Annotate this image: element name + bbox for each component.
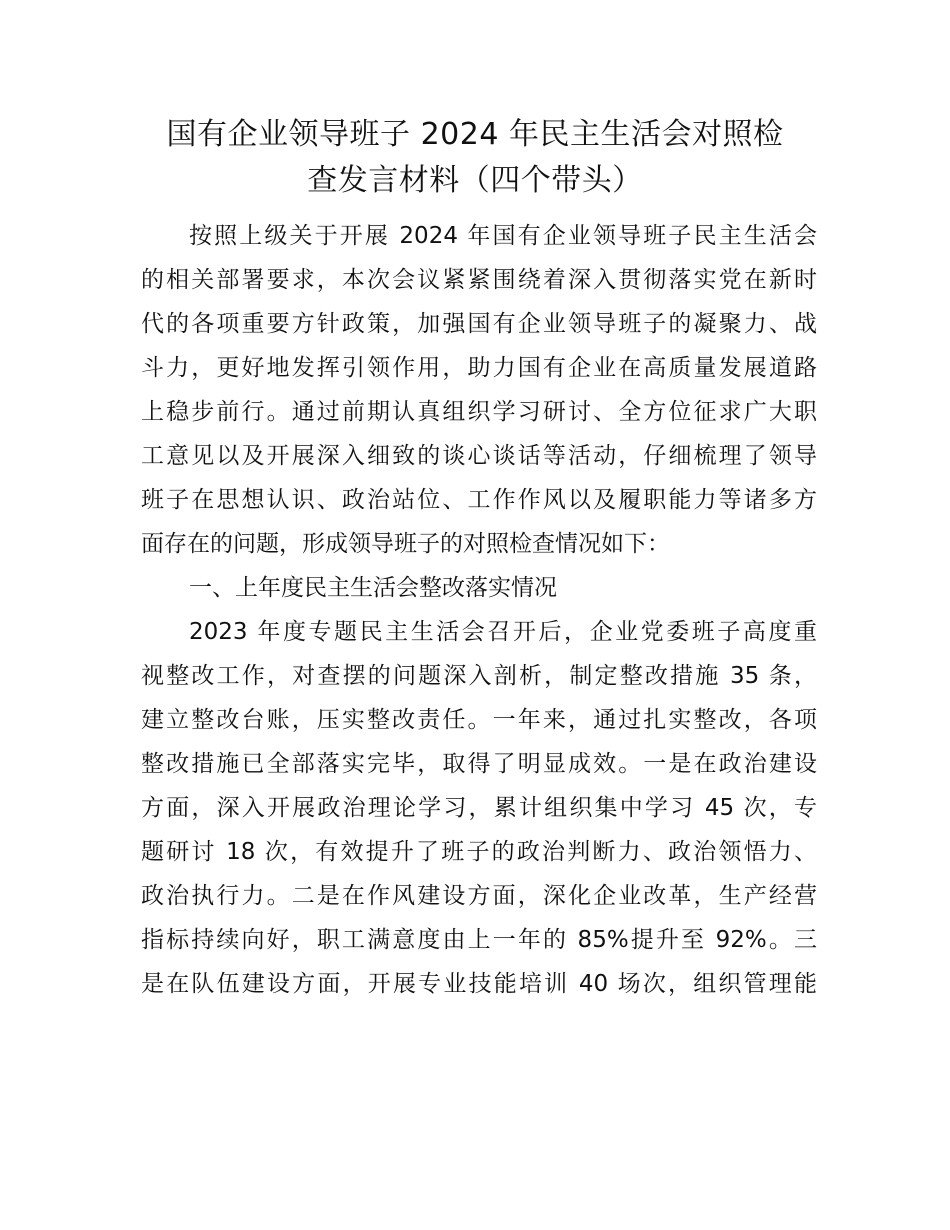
paragraph-line: 指标持续向好，职工满意度由上一年的 85%提升至 92%。三 <box>141 927 817 953</box>
paragraph-line: 班子在思想认识、政治站位、工作作风以及履职能力等诸多方 <box>141 487 817 513</box>
paragraph-line: 政治执行力。二是在作风建设方面，深化企业改革，生产经营 <box>141 883 817 909</box>
document-body <box>141 214 817 1006</box>
title-line-2: 查发言材料（四个带头） <box>307 163 643 198</box>
paragraph-rectification <box>141 610 817 1006</box>
paragraph-line: 按照上级关于开展 2024 年国有企业领导班子民主生活会 <box>189 223 817 249</box>
title-line-1: 国有企业领导班子 2024 年民主生活会对照检 <box>166 117 784 152</box>
paragraph-line: 题研讨 18 次，有效提升了班子的政治判断力、政治领悟力、 <box>141 839 817 865</box>
paragraph-intro <box>141 214 817 566</box>
paragraph-line: 2023 年度专题民主生活会召开后，企业党委班子高度重 <box>189 619 817 645</box>
paragraph-line: 的相关部署要求，本次会议紧紧围绕着深入贯彻落实党在新时 <box>141 267 817 293</box>
paragraph-line: 工意见以及开展深入细致的谈心谈话等活动，仔细梳理了领导 <box>141 443 817 469</box>
document-title <box>120 112 830 204</box>
paragraph-line: 整改措施已全部落实完毕，取得了明显成效。一是在政治建设 <box>141 751 817 777</box>
paragraph-line: 斗力，更好地发挥引领作用，助力国有企业在高质量发展道路 <box>141 355 817 381</box>
paragraph-line: 是在队伍建设方面，开展专业技能培训 40 场次，组织管理能 <box>141 971 817 997</box>
paragraph-line: 视整改工作，对查摆的问题深入剖析，制定整改措施 35 条， <box>141 663 817 689</box>
paragraph-line: 代的各项重要方针政策，加强国有企业领导班子的凝聚力、战 <box>141 311 817 337</box>
section-heading: 一、上年度民主生活会整改落实情况 <box>189 575 557 601</box>
paragraph-line: 面存在的问题，形成领导班子的对照检查情况如下： <box>141 531 670 557</box>
paragraph-line: 方面，深入开展政治理论学习，累计组织集中学习 45 次，专 <box>141 795 817 821</box>
paragraph-line: 建立整改台账，压实整改责任。一年来，通过扎实整改，各项 <box>141 707 817 733</box>
paragraph-line: 上稳步前行。通过前期认真组织学习研讨、全方位征求广大职 <box>141 399 817 425</box>
